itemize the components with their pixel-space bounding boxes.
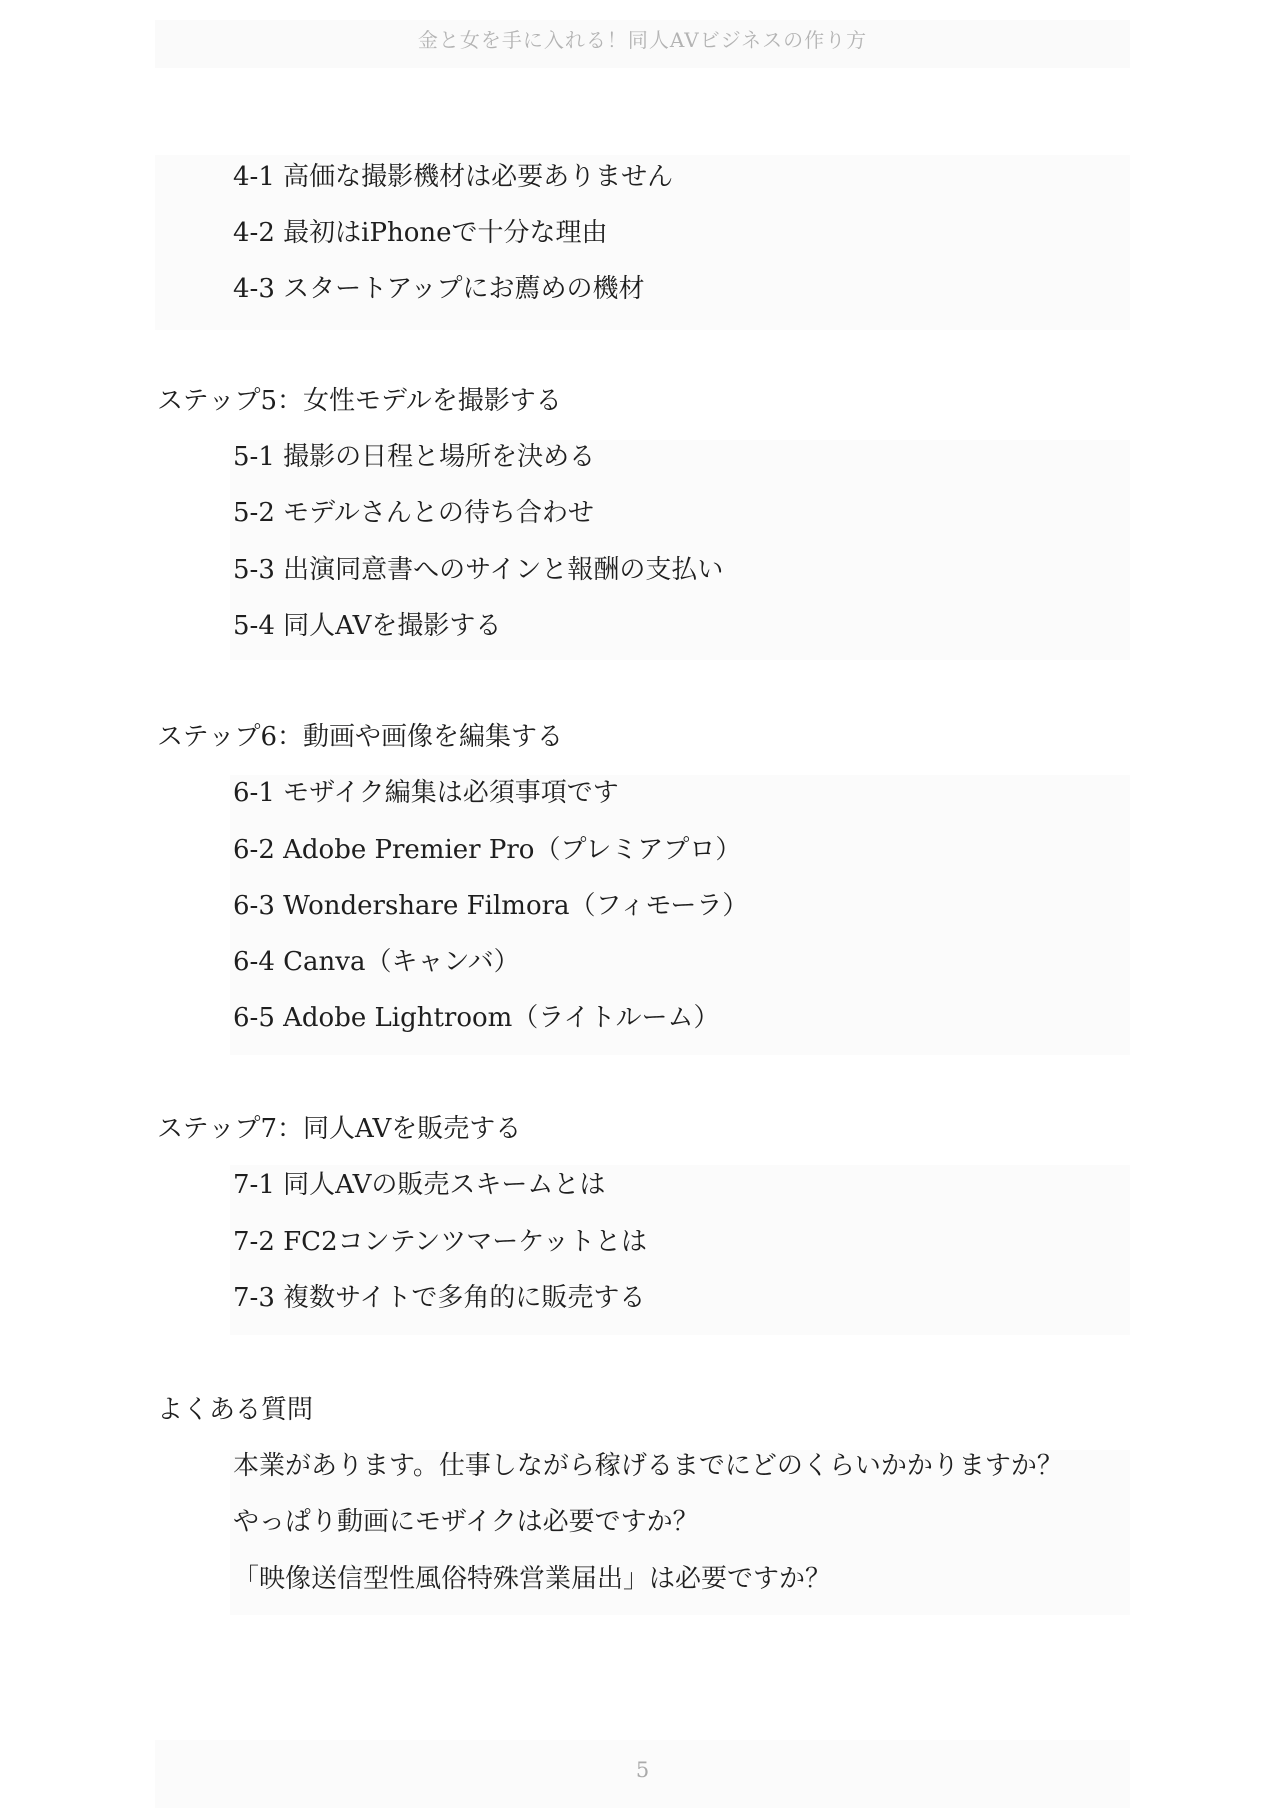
running-header-title: 金と女を手に入れる！同人AVビジネスの作り方 xyxy=(417,28,868,52)
toc-item-7-1[interactable]: 7-1 同人AVの販売スキームとは xyxy=(233,1170,606,1200)
toc-item-6-3[interactable]: 6-3 Wondershare Filmora（フィモーラ） xyxy=(233,891,749,921)
toc-item-5-2[interactable]: 5-2 モデルさんとの待ち合わせ xyxy=(233,498,594,528)
toc-item-6-5[interactable]: 6-5 Adobe Lightroom（ライトルーム） xyxy=(233,1003,720,1033)
toc-item-7-2[interactable]: 7-2 FC2コンテンツマーケットとは xyxy=(233,1227,648,1257)
toc-item-4-1[interactable]: 4-1 高価な撮影機材は必要ありません xyxy=(233,162,674,192)
toc-heading-faq[interactable]: よくある質問 xyxy=(157,1395,314,1425)
toc-item-6-4[interactable]: 6-4 Canva（キャンバ） xyxy=(233,947,520,977)
toc-item-faq-2[interactable]: やっぱり動画にモザイクは必要ですか？ xyxy=(233,1507,699,1537)
toc-item-6-2[interactable]: 6-2 Adobe Premier Pro（プレミアプロ） xyxy=(233,835,742,865)
page-number: 5 xyxy=(635,1758,650,1782)
toc-item-faq-1[interactable]: 本業があります。仕事しながら稼げるまでにどのくらいかかりますか？ xyxy=(233,1451,1063,1481)
toc-heading-step-6[interactable]: ステップ6：動画や画像を編集する xyxy=(157,722,564,752)
toc-heading-step-5[interactable]: ステップ5：女性モデルを撮影する xyxy=(157,386,562,416)
toc-item-5-4[interactable]: 5-4 同人AVを撮影する xyxy=(233,611,502,641)
toc-heading-step-7[interactable]: ステップ7：同人AVを販売する xyxy=(157,1114,522,1144)
toc-item-4-3[interactable]: 4-3 スタートアップにお薦めの機材 xyxy=(233,274,645,304)
toc-item-5-3[interactable]: 5-3 出演同意書へのサインと報酬の支払い xyxy=(233,555,724,585)
toc-item-faq-3[interactable]: 「映像送信型性風俗特殊営業届出」は必要ですか？ xyxy=(233,1564,832,1594)
toc-item-7-3[interactable]: 7-3 複数サイトで多角的に販売する xyxy=(233,1283,646,1313)
toc-item-5-1[interactable]: 5-1 撮影の日程と場所を決める xyxy=(233,442,596,472)
toc-item-6-1[interactable]: 6-1 モザイク編集は必須事項です xyxy=(233,778,619,808)
toc-item-4-2[interactable]: 4-2 最初はiPhoneで十分な理由 xyxy=(233,218,608,248)
